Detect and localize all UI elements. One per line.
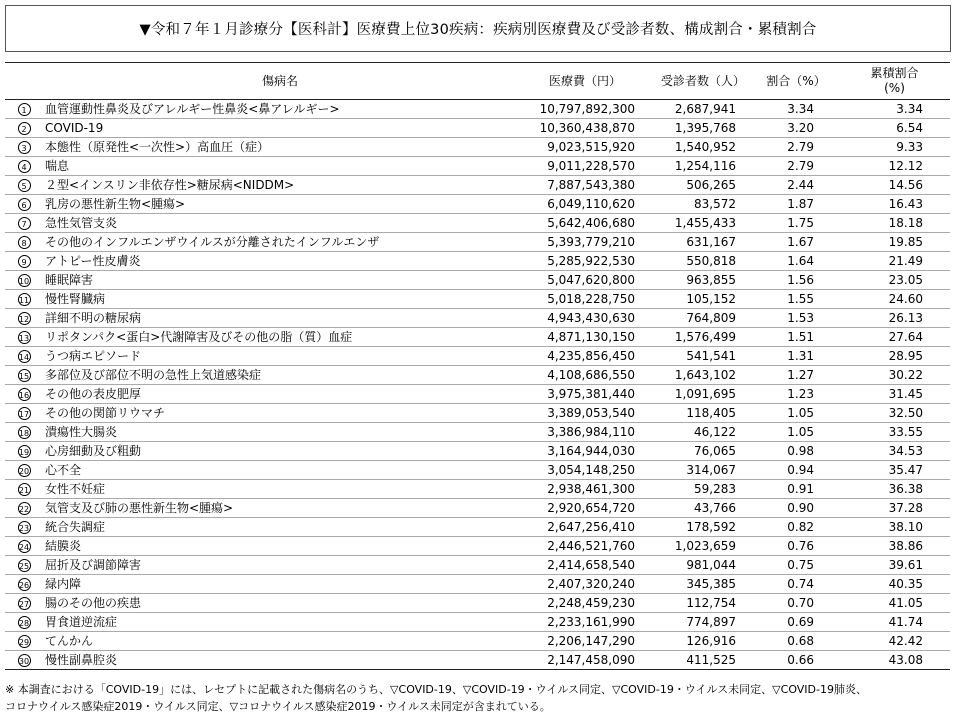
table-row: [5, 461, 950, 480]
table-row: [5, 100, 950, 119]
cost-cell: 3,389,053,540: [517, 404, 653, 423]
cost-cell: 10,360,438,870: [517, 119, 653, 138]
ratio-cell: 1.31: [753, 347, 839, 366]
table-row: [5, 556, 950, 575]
patients-cell: 1,254,116: [653, 157, 753, 176]
rank-cell: [5, 632, 43, 651]
ratio-cell: 2.79: [753, 138, 839, 157]
disease-name-cell: 屈折及び調節障害: [43, 556, 517, 575]
cost-cell: 2,647,256,410: [517, 518, 653, 537]
rank-badge: 10: [18, 274, 31, 287]
disease-name-cell: 詳細不明の糖尿病: [43, 309, 517, 328]
ratio-cell: 0.98: [753, 442, 839, 461]
footnote: [5, 681, 955, 715]
disease-name-cell: 血管運動性鼻炎及びアレルギー性鼻炎<鼻アレルギー>: [43, 100, 517, 119]
cumulative-cell: 35.47: [839, 461, 950, 480]
rank-badge: 1: [18, 103, 31, 116]
rank-cell: [5, 233, 43, 252]
disease-name-header: 傷病名: [43, 63, 517, 100]
cost-cell: 4,235,856,450: [517, 347, 653, 366]
disease-name-cell: 乳房の悪性新生物<腫瘍>: [43, 195, 517, 214]
cost-cell: 4,871,130,150: [517, 328, 653, 347]
footnote-line-1: ※ 本調査における「COVID-19」には、レセプトに記載された傷病名のうち、▽COVID-19、▽COVID-19・ウイルス同定、▽COVID-19・ウイルス未同定、▽COVID-19肺炎、: [5, 683, 867, 696]
rank-badge: 7: [18, 217, 31, 230]
ratio-cell: 1.51: [753, 328, 839, 347]
cost-cell: 6,049,110,620: [517, 195, 653, 214]
patients-cell: 126,916: [653, 632, 753, 651]
cumulative-cell: 38.10: [839, 518, 950, 537]
disease-name-cell: リポタンパク<蛋白>代謝障害及びその他の脂（質）血症: [43, 328, 517, 347]
cumulative-cell: 41.74: [839, 613, 950, 632]
cost-cell: 3,386,984,110: [517, 423, 653, 442]
ratio-cell: 0.91: [753, 480, 839, 499]
rank-badge: 15: [18, 369, 31, 382]
table-row: [5, 404, 950, 423]
rank-badge: 21: [18, 483, 31, 496]
rank-badge: 11: [18, 293, 31, 306]
cumulative-cell: 33.55: [839, 423, 950, 442]
cumulative-cell: 36.38: [839, 480, 950, 499]
ratio-cell: 1.27: [753, 366, 839, 385]
rank-badge: 24: [18, 540, 31, 553]
disease-name-cell: 多部位及び部位不明の急性上気道感染症: [43, 366, 517, 385]
cumulative-header: [839, 63, 950, 100]
cumulative-cell: 27.64: [839, 328, 950, 347]
cost-cell: 5,642,406,680: [517, 214, 653, 233]
cumulative-cell: 38.86: [839, 537, 950, 556]
table-row: [5, 157, 950, 176]
table-row: [5, 195, 950, 214]
rank-badge: 27: [18, 597, 31, 610]
rank-cell: [5, 404, 43, 423]
cumulative-cell: 28.95: [839, 347, 950, 366]
rank-cell: [5, 100, 43, 119]
disease-name-cell: 統合失調症: [43, 518, 517, 537]
table-row: [5, 271, 950, 290]
cumulative-cell: 32.50: [839, 404, 950, 423]
ratio-cell: 0.68: [753, 632, 839, 651]
table-row: [5, 366, 950, 385]
ratio-cell: 1.87: [753, 195, 839, 214]
cost-cell: 9,011,228,570: [517, 157, 653, 176]
cumulative-cell: 6.54: [839, 119, 950, 138]
table-row: [5, 537, 950, 556]
patients-cell: 1,576,499: [653, 328, 753, 347]
rank-cell: [5, 461, 43, 480]
rank-cell: [5, 252, 43, 271]
rank-cell: [5, 290, 43, 309]
cumulative-cell: 21.49: [839, 252, 950, 271]
disease-name-cell: COVID-19: [43, 119, 517, 138]
patients-cell: 345,385: [653, 575, 753, 594]
cumulative-cell: 30.22: [839, 366, 950, 385]
cumulative-cell: 23.05: [839, 271, 950, 290]
cost-cell: 2,233,161,990: [517, 613, 653, 632]
cumulative-cell: 9.33: [839, 138, 950, 157]
patients-cell: 314,067: [653, 461, 753, 480]
patients-cell: 963,855: [653, 271, 753, 290]
cumulative-cell: 19.85: [839, 233, 950, 252]
table-row: [5, 613, 950, 632]
cumulative-cell: 24.60: [839, 290, 950, 309]
ratio-cell: 1.64: [753, 252, 839, 271]
rank-cell: [5, 309, 43, 328]
rank-cell: [5, 575, 43, 594]
rank-cell: [5, 119, 43, 138]
patients-cell: 1,455,433: [653, 214, 753, 233]
ratio-cell: 0.69: [753, 613, 839, 632]
ratio-cell: 1.05: [753, 423, 839, 442]
rank-cell: [5, 214, 43, 233]
table-row: [5, 290, 950, 309]
ratio-cell: 0.74: [753, 575, 839, 594]
patients-cell: 541,541: [653, 347, 753, 366]
disease-name-cell: その他の関節リウマチ: [43, 404, 517, 423]
ratio-cell: 0.76: [753, 537, 839, 556]
cumulative-cell: 40.35: [839, 575, 950, 594]
table-row: [5, 632, 950, 651]
disease-name-cell: 気管支及び肺の悪性新生物<腫瘍>: [43, 499, 517, 518]
patients-header: 受診者数（人）: [653, 63, 753, 100]
table-row: [5, 119, 950, 138]
rank-cell: [5, 518, 43, 537]
ratio-cell: 0.70: [753, 594, 839, 613]
patients-cell: 59,283: [653, 480, 753, 499]
ratio-cell: 0.82: [753, 518, 839, 537]
cost-cell: 2,206,147,290: [517, 632, 653, 651]
cumulative-cell: 12.12: [839, 157, 950, 176]
cost-cell: 2,407,320,240: [517, 575, 653, 594]
cost-cell: 2,414,658,540: [517, 556, 653, 575]
rank-badge: 2: [18, 122, 31, 135]
disease-name-cell: 女性不妊症: [43, 480, 517, 499]
rank-badge: 17: [18, 407, 31, 420]
rank-badge: 13: [18, 331, 31, 344]
cost-cell: 2,248,459,230: [517, 594, 653, 613]
ratio-cell: 0.90: [753, 499, 839, 518]
patients-cell: 1,395,768: [653, 119, 753, 138]
patients-cell: 774,897: [653, 613, 753, 632]
cost-cell: 2,446,521,760: [517, 537, 653, 556]
rank-badge: 5: [18, 179, 31, 192]
cost-cell: 4,943,430,630: [517, 309, 653, 328]
rank-cell: [5, 157, 43, 176]
patients-cell: 1,643,102: [653, 366, 753, 385]
report-title-box: [5, 5, 951, 52]
rank-badge: 3: [18, 141, 31, 154]
patients-cell: 178,592: [653, 518, 753, 537]
table-row: [5, 309, 950, 328]
patients-cell: 631,167: [653, 233, 753, 252]
cumulative-cell: 3.34: [839, 100, 950, 119]
rank-badge: 12: [18, 312, 31, 325]
cumulative-cell: 31.45: [839, 385, 950, 404]
rank-cell: [5, 138, 43, 157]
disease-ranking-table: [5, 62, 950, 670]
rank-cell: [5, 442, 43, 461]
cost-cell: 2,938,461,300: [517, 480, 653, 499]
table-row: [5, 594, 950, 613]
cumulative-cell: 43.08: [839, 651, 950, 670]
table-row: [5, 214, 950, 233]
ratio-cell: 0.94: [753, 461, 839, 480]
rank-header: [5, 63, 43, 100]
cumulative-cell: 41.05: [839, 594, 950, 613]
cumulative-cell: 16.43: [839, 195, 950, 214]
patients-cell: 1,023,659: [653, 537, 753, 556]
table-row: [5, 480, 950, 499]
cumulative-header-line1: 累積割合: [870, 66, 919, 80]
cost-cell: 2,147,458,090: [517, 651, 653, 670]
table-row: [5, 252, 950, 271]
rank-badge: 23: [18, 521, 31, 534]
patients-cell: 118,405: [653, 404, 753, 423]
rank-cell: [5, 271, 43, 290]
cost-cell: 4,108,686,550: [517, 366, 653, 385]
ratio-cell: 1.05: [753, 404, 839, 423]
cost-cell: 5,047,620,800: [517, 271, 653, 290]
table-header-row: [5, 63, 950, 100]
rank-cell: [5, 423, 43, 442]
disease-name-cell: 心房細動及び粗動: [43, 442, 517, 461]
cost-cell: 9,023,515,920: [517, 138, 653, 157]
cumulative-cell: 37.28: [839, 499, 950, 518]
rank-cell: [5, 385, 43, 404]
disease-name-cell: 結膜炎: [43, 537, 517, 556]
patients-cell: 76,065: [653, 442, 753, 461]
cumulative-cell: 14.56: [839, 176, 950, 195]
rank-badge: 9: [18, 255, 31, 268]
cost-cell: 10,797,892,300: [517, 100, 653, 119]
cumulative-cell: 26.13: [839, 309, 950, 328]
footnote-line-2: コロナウイルス感染症2019・ウイルス同定、▽コロナウイルス感染症2019・ウイルス未同定が含まれている。: [5, 700, 551, 713]
rank-cell: [5, 594, 43, 613]
disease-name-cell: その他の表皮肥厚: [43, 385, 517, 404]
disease-name-cell: ２型<インスリン非依存性>糖尿病<NIDDM>: [43, 176, 517, 195]
cumulative-cell: 39.61: [839, 556, 950, 575]
ratio-cell: 2.79: [753, 157, 839, 176]
rank-cell: [5, 537, 43, 556]
patients-cell: 764,809: [653, 309, 753, 328]
rank-cell: [5, 613, 43, 632]
report-title: ▼令和７年１月診療分【医科計】医療費上位30疾病：疾病別医療費及び受診者数、構成割合・累積割合: [139, 22, 817, 38]
cumulative-cell: 18.18: [839, 214, 950, 233]
rank-cell: [5, 195, 43, 214]
ratio-cell: 3.34: [753, 100, 839, 119]
rank-badge: 29: [18, 635, 31, 648]
disease-name-cell: 胃食道逆流症: [43, 613, 517, 632]
ratio-cell: 0.66: [753, 651, 839, 670]
disease-name-cell: 喘息: [43, 157, 517, 176]
rank-badge: 28: [18, 616, 31, 629]
table-row: [5, 575, 950, 594]
rank-badge: 20: [18, 464, 31, 477]
patients-cell: 83,572: [653, 195, 753, 214]
patients-cell: 1,091,695: [653, 385, 753, 404]
disease-name-cell: うつ病エピソード: [43, 347, 517, 366]
table-row: [5, 499, 950, 518]
rank-badge: 8: [18, 236, 31, 249]
table-row: [5, 176, 950, 195]
rank-badge: 6: [18, 198, 31, 211]
cumulative-cell: 42.42: [839, 632, 950, 651]
patients-cell: 981,044: [653, 556, 753, 575]
rank-cell: [5, 480, 43, 499]
disease-name-cell: 緑内障: [43, 575, 517, 594]
table-row: [5, 385, 950, 404]
disease-name-cell: 慢性副鼻腔炎: [43, 651, 517, 670]
disease-name-cell: 睡眠障害: [43, 271, 517, 290]
table-row: [5, 442, 950, 461]
disease-name-cell: その他のインフルエンザウイルスが分離されたインフルエンザ: [43, 233, 517, 252]
table-row: [5, 138, 950, 157]
table-row: [5, 423, 950, 442]
table-row: [5, 518, 950, 537]
rank-cell: [5, 556, 43, 575]
rank-cell: [5, 651, 43, 670]
table-row: [5, 233, 950, 252]
table-row: [5, 328, 950, 347]
disease-name-cell: 潰瘍性大腸炎: [43, 423, 517, 442]
rank-badge: 19: [18, 445, 31, 458]
cost-header: 医療費（円）: [517, 63, 653, 100]
rank-cell: [5, 328, 43, 347]
patients-cell: 1,540,952: [653, 138, 753, 157]
rank-cell: [5, 499, 43, 518]
rank-badge: 14: [18, 350, 31, 363]
ratio-cell: 1.55: [753, 290, 839, 309]
patients-cell: 112,754: [653, 594, 753, 613]
cost-cell: 3,164,944,030: [517, 442, 653, 461]
patients-cell: 550,818: [653, 252, 753, 271]
rank-cell: [5, 366, 43, 385]
table-row: [5, 347, 950, 366]
ratio-cell: 1.56: [753, 271, 839, 290]
disease-name-cell: 腸のその他の疾患: [43, 594, 517, 613]
rank-cell: [5, 347, 43, 366]
ratio-cell: 1.67: [753, 233, 839, 252]
disease-name-cell: てんかん: [43, 632, 517, 651]
rank-badge: 30: [18, 654, 31, 667]
disease-name-cell: 本態性（原発性<一次性>）高血圧（症）: [43, 138, 517, 157]
cost-cell: 5,285,922,530: [517, 252, 653, 271]
rank-badge: 22: [18, 502, 31, 515]
ratio-cell: 1.53: [753, 309, 839, 328]
rank-cell: [5, 176, 43, 195]
patients-cell: 105,152: [653, 290, 753, 309]
cost-cell: 5,393,779,210: [517, 233, 653, 252]
patients-cell: 43,766: [653, 499, 753, 518]
ratio-cell: 1.23: [753, 385, 839, 404]
ratio-cell: 0.75: [753, 556, 839, 575]
ratio-cell: 3.20: [753, 119, 839, 138]
disease-name-cell: 心不全: [43, 461, 517, 480]
patients-cell: 46,122: [653, 423, 753, 442]
disease-name-cell: アトピー性皮膚炎: [43, 252, 517, 271]
patients-cell: 411,525: [653, 651, 753, 670]
ratio-header: 割合（%）: [753, 63, 839, 100]
rank-badge: 4: [18, 160, 31, 173]
cost-cell: 2,920,654,720: [517, 499, 653, 518]
ratio-cell: 2.44: [753, 176, 839, 195]
rank-badge: 16: [18, 388, 31, 401]
cumulative-cell: 34.53: [839, 442, 950, 461]
rank-badge: 26: [18, 578, 31, 591]
disease-name-cell: 慢性腎臓病: [43, 290, 517, 309]
cumulative-header-line2: (%): [884, 81, 905, 95]
cost-cell: 3,975,381,440: [517, 385, 653, 404]
rank-badge: 18: [18, 426, 31, 439]
cost-cell: 7,887,543,380: [517, 176, 653, 195]
patients-cell: 506,265: [653, 176, 753, 195]
table-row: [5, 651, 950, 670]
disease-name-cell: 急性気管支炎: [43, 214, 517, 233]
cost-cell: 3,054,148,250: [517, 461, 653, 480]
ratio-cell: 1.75: [753, 214, 839, 233]
rank-badge: 25: [18, 559, 31, 572]
cost-cell: 5,018,228,750: [517, 290, 653, 309]
patients-cell: 2,687,941: [653, 100, 753, 119]
